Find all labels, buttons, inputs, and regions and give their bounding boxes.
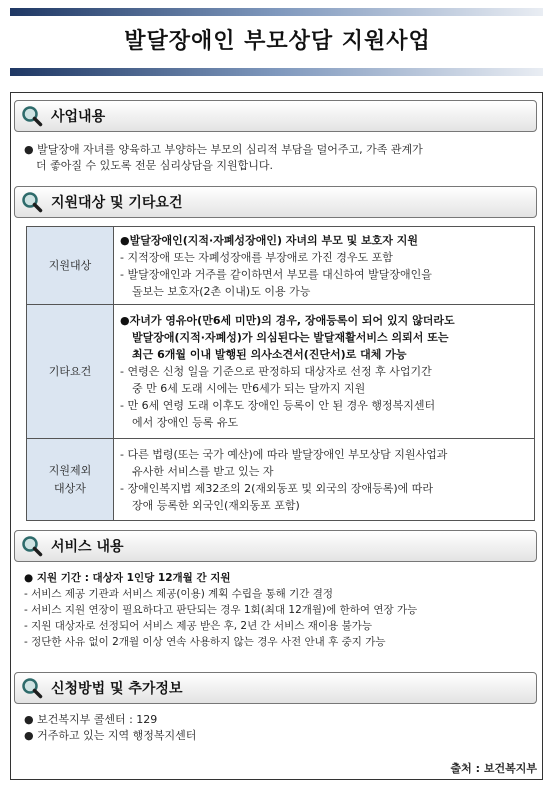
content-line: ●발달장애인(지적·자폐성장애인) 자녀의 부모 및 보호자 지원 xyxy=(120,233,419,247)
apply-line: ● 보건복지부 콜센터 : 129 xyxy=(24,713,158,726)
content-line: - 장애인복지법 제32조의 2(재외동포 및 외국의 장애등록)에 따라 xyxy=(120,481,434,495)
content-line: - 만 6세 연령 도래 이후도 장애인 등록이 안 된 경우 행정복지센터 xyxy=(120,399,436,412)
row-label: 지원대상 xyxy=(27,227,114,305)
content-line: 돌보는 보호자(2촌 이내)도 이용 가능 xyxy=(132,284,311,298)
service-text xyxy=(24,570,417,650)
section-title: 신청방법 및 추가정보 xyxy=(51,681,183,697)
section-header-apply xyxy=(14,672,537,704)
overview-line: 더 좋아질 수 있도록 전문 심리상담을 지원합니다. xyxy=(36,159,273,172)
row-content xyxy=(114,439,535,521)
content-line: - 발달장애인과 거주를 같이하면서 부모를 대신하여 발달장애인을 xyxy=(120,267,432,281)
content-line: 장애 등록한 외국인(재외동포 포함) xyxy=(132,498,300,512)
row-content xyxy=(114,305,535,439)
table-row xyxy=(27,439,535,521)
apply-text xyxy=(24,712,196,744)
section-header-eligibility xyxy=(14,186,537,218)
content-line: - 연령은 신청 일을 기준으로 판정하되 대상자로 선정 후 사업기간 xyxy=(120,365,432,378)
content-line: 중 만 6세 도래 시에는 만6세가 되는 달까지 지원 xyxy=(132,382,366,395)
content-line: 최근 6개월 이내 발행된 의사소견서(진단서)로 대체 가능 xyxy=(132,348,407,361)
row-content xyxy=(114,227,535,305)
section-title: 지원대상 및 기타요건 xyxy=(51,195,183,211)
magnifier-icon xyxy=(21,105,43,127)
source-note: 출처 : 보건복지부 xyxy=(450,762,537,775)
service-line: - 서비스 제공 기관과 서비스 제공(이용) 계획 수립을 통해 기간 결정 xyxy=(24,588,334,600)
overview-line: ● 발달장애 자녀를 양육하고 부양하는 부모의 심리적 부담을 덜어주고, 가족 관계가 xyxy=(24,143,423,156)
eligibility-table xyxy=(26,226,535,521)
section-header-overview xyxy=(14,100,537,132)
table-row xyxy=(27,227,535,305)
content-line: - 다른 법령(또는 국가 예산)에 따라 발달장애인 부모상담 지원사업과 xyxy=(120,447,448,461)
content-line: 유사한 서비스를 받고 있는 자 xyxy=(132,464,274,478)
content-line: 발달장애(지적·자폐성)가 의심된다는 발달재활서비스 의뢰서 또는 xyxy=(132,331,449,344)
magnifier-icon xyxy=(21,535,43,557)
content-line: ●자녀가 영유아(만6세 미만)의 경우, 장애등록이 되어 있지 않더라도 xyxy=(120,314,455,327)
overview-text xyxy=(24,142,423,174)
magnifier-icon xyxy=(21,677,43,699)
row-label xyxy=(27,439,114,521)
content-line: 에서 장애인 등록 유도 xyxy=(132,416,239,429)
service-line: - 서비스 지원 연장이 필요하다고 판단되는 경우 1회(최대 12개월)에 한하여 연장 가능 xyxy=(24,604,418,616)
apply-line: ● 거주하고 있는 지역 행정복지센터 xyxy=(24,729,197,742)
page-title: 발달장애인 부모상담 지원사업 xyxy=(124,29,431,54)
table-row xyxy=(27,305,535,439)
row-label-line: 대상자 xyxy=(54,481,86,495)
section-title: 사업내용 xyxy=(51,109,106,125)
row-label-line: 지원제외 xyxy=(48,463,92,477)
top-accent-bar xyxy=(10,8,543,16)
service-line: ● 지원 기간 : 대상자 1인당 12개월 간 지원 xyxy=(24,572,231,584)
service-line: - 정단한 사유 없이 2개월 이상 연속 사용하지 않는 경우 사전 안내 후 중지 가능 xyxy=(24,636,386,648)
section-header-service xyxy=(14,530,537,562)
content-line: - 지적장애 또는 자폐성장애를 부장애로 가진 경우도 포함 xyxy=(120,250,393,264)
section-title: 서비스 내용 xyxy=(51,539,124,555)
title-underline-bar xyxy=(10,68,543,76)
service-line: - 지원 대상자로 선정되어 서비스 제공 받은 후, 2년 간 서비스 재이용 불가능 xyxy=(24,620,373,632)
magnifier-icon xyxy=(21,191,43,213)
row-label: 기타요건 xyxy=(27,305,114,439)
